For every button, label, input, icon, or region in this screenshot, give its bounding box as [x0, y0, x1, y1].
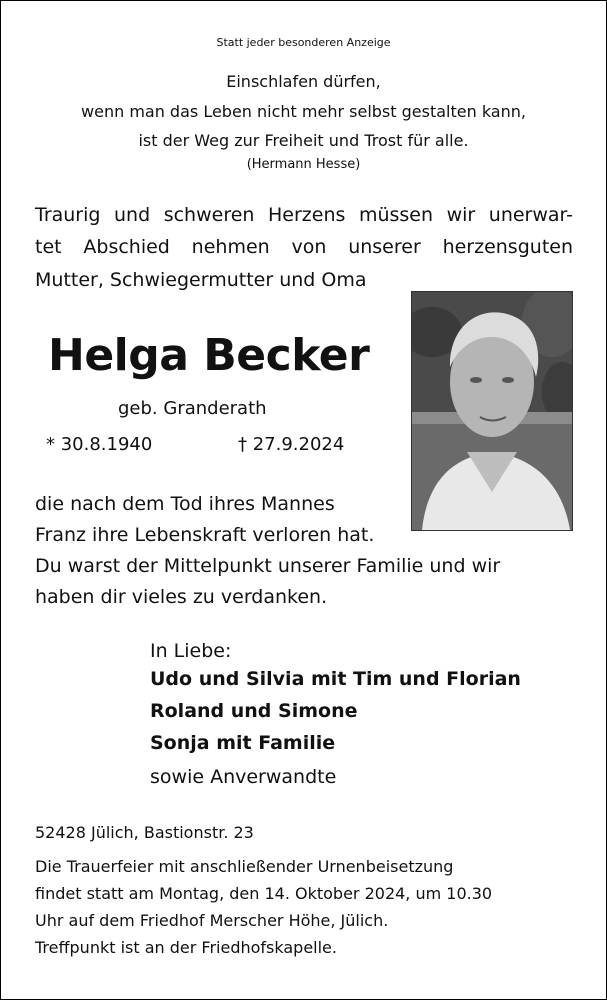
- mourner-name: Udo und Silvia mit Tim und Florian: [150, 668, 521, 690]
- mourners-others: sowie Anverwandte: [150, 766, 337, 788]
- tribute-line: Du warst der Mittelpunkt unserer Familie und wir: [35, 555, 501, 577]
- funeral-line: Uhr auf dem Friedhof Merscher Höhe, Jülich.: [35, 911, 389, 930]
- intro-line: Mutter, Schwiegermutter und Oma: [35, 269, 367, 291]
- poem-line: Einschlafen dürfen,: [226, 72, 381, 91]
- mourner-name: Sonja mit Familie: [150, 732, 336, 754]
- tribute-line: haben dir vieles zu verdanken.: [35, 586, 328, 608]
- birth-name: geb. Granderath: [118, 398, 267, 419]
- poem-line: wenn man das Leben nicht mehr selbst gestalten kann,: [81, 102, 526, 121]
- funeral-line: Die Trauerfeier mit anschließender Urnenbeisetzung: [35, 857, 454, 876]
- intro-line: Traurig und schweren Herzens müssen wir unerwar-: [35, 204, 573, 226]
- tribute-line: Franz ihre Lebenskraft verloren hat.: [35, 524, 375, 546]
- death-date: † 27.9.2024: [238, 434, 345, 455]
- notice-header: Statt jeder besonderen Anzeige: [216, 36, 391, 49]
- birth-date: * 30.8.1940: [46, 434, 153, 455]
- poem-author: (Hermann Hesse): [246, 157, 361, 172]
- deceased-name: Helga Becker: [48, 330, 370, 381]
- tribute-line: die nach dem Tod ihres Mannes: [35, 493, 335, 515]
- poem-line: ist der Weg zur Freiheit und Trost für alle.: [138, 131, 469, 150]
- mourners-intro: In Liebe:: [150, 640, 232, 662]
- portrait-photo: [411, 291, 573, 531]
- funeral-line: findet statt am Montag, den 14. Oktober 2024, um 10.30: [35, 884, 493, 903]
- funeral-line: Treffpunkt ist an der Friedhofskapelle.: [35, 938, 337, 957]
- mourner-name: Roland und Simone: [150, 700, 358, 722]
- intro-line: tet Abschied nehmen von unserer herzensguten: [35, 236, 573, 258]
- family-address: 52428 Jülich, Bastionstr. 23: [35, 823, 254, 842]
